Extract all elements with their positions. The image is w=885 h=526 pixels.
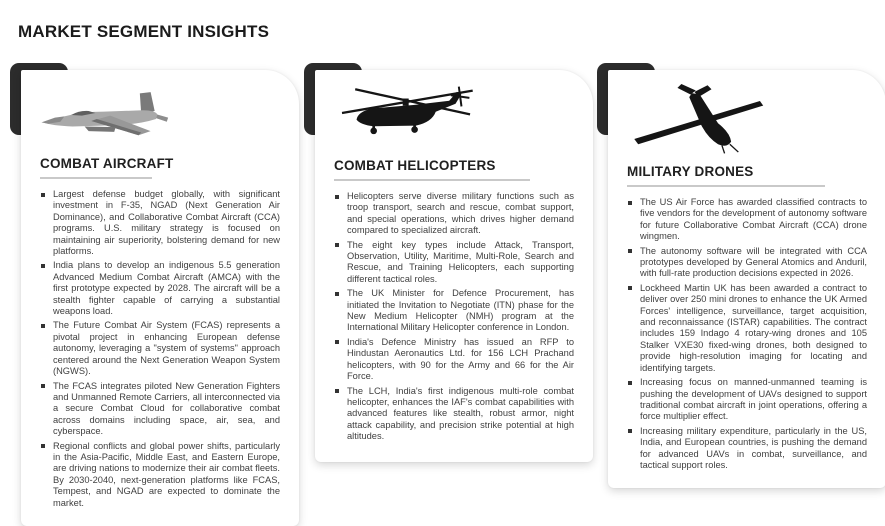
card-body	[21, 70, 299, 526]
title-divider	[627, 185, 825, 187]
list-item: Helicopters serve diverse military functions such as troop transport, search and rescue, combat support, and special operations, which drives higher demand compared to specialized aircraft.	[334, 191, 574, 237]
list-item: Increasing focus on manned-unmanned teaming is pushing the development of UAVs designed to support traditional combat aircraft in joint operations, offering a force multiplier effect.	[627, 377, 867, 423]
card-body	[608, 70, 885, 488]
list-item: Increasing military expenditure, particularly in the US, India, and European countries, is pushing the demand for advanced UAVs in combat, surveillance, and tactical support roles.	[627, 426, 867, 472]
fighter-jet-icon	[40, 84, 175, 148]
list-item: The LCH, India's first indigenous multi-role combat helicopter, enhances the IAF's combat capabilities with advanced features like stealth, robust armor, night attack capability, and precision strike potential at high altitudes.	[334, 386, 574, 443]
drone-icon	[627, 84, 777, 156]
list-item: Regional conflicts and global power shifts, particularly in the Asia-Pacific, Middle East, and Eastern Europe, are driving nations to modernize their air combat fleets. By 2030-2040, next-generation platforms like FCAS, Tempest, and NGAD are expected to dominate the market.	[40, 441, 280, 509]
card-title: MILITARY DRONES	[627, 164, 754, 179]
list-item: The UK Minister for Defence Procurement, has initiated the Invitation to Negotiate (ITN) phase for the New Medium Helicopter (NMH) program at the International Military Helicopter conference in London.	[334, 288, 574, 334]
title-divider	[40, 177, 152, 179]
list-item: Lockheed Martin UK has been awarded a contract to deliver over 250 mini drones to enhance the UK Armed Forces' intelligence, surveillance, target acquisition, and reconnaissance (ISTAR) capabilities. The contract includes 159 Indago 4 rotary-wing drones and 105 Stalker VXE30 fixed-wing drones, both designed to provide high-resolution imaging for locating and identifying targets.	[627, 283, 867, 374]
list-item: The FCAS integrates piloted New Generation Fighters and Unmanned Remote Carriers, all interconnected via a secure Combat Cloud for collaborative combat across domains including space, air, sea, and cyberspace.	[40, 381, 280, 438]
list-item: Largest defense budget globally, with significant investment in F-35, NGAD (Next Generation Air Dominance), and Collaborative Combat Aircraft (CCA) programs. U.S. military strategy is focused on maintaining air superiority, bolstering demand for new platforms.	[40, 189, 280, 257]
card-title: COMBAT AIRCRAFT	[40, 156, 174, 171]
list-item: India's Defence Ministry has issued an RFP to Hindustan Aeronautics Ltd. for 156 LCH Prachand helicopters, with 90 for the Army and 66 for the Air Force.	[334, 337, 574, 383]
card-military-drones	[608, 70, 885, 488]
card-combat-aircraft	[21, 70, 299, 526]
insights-list	[334, 191, 574, 443]
card-body	[315, 70, 593, 462]
helicopter-icon	[334, 84, 484, 150]
list-item: The US Air Force has awarded classified contracts to five vendors for the development of autonomy software for future Collaborative Combat Aircraft (CCA) drone wingmen.	[627, 197, 867, 243]
title-divider	[334, 179, 530, 181]
card-combat-helicopters	[315, 70, 593, 462]
list-item: The autonomy software will be integrated with CCA prototypes developed by General Atomics and Anduril, with full-rate production decisions expected in 2026.	[627, 246, 867, 280]
page-title: MARKET SEGMENT INSIGHTS	[18, 22, 270, 42]
list-item: The Future Combat Air System (FCAS) represents a pivotal project in enhancing European defense autonomy, leveraging a "system of systems" approach centered around the Next Generation Weapon System (NGWS).	[40, 320, 280, 377]
list-item: India plans to develop an indigenous 5.5 generation Advanced Medium Combat Aircraft (AMCA) with the first prototype expected by 2028. The aircraft will be a stealth fighter capable of carrying a substantial weapons load.	[40, 260, 280, 317]
insights-list	[627, 197, 867, 471]
insights-list	[40, 189, 280, 509]
card-title: COMBAT HELICOPTERS	[334, 158, 496, 173]
list-item: The eight key types include Attack, Transport, Observation, Utility, Maritime, Multi-Role, Search and Rescue, and Training Helicopters, each supporting different tactical roles.	[334, 240, 574, 286]
